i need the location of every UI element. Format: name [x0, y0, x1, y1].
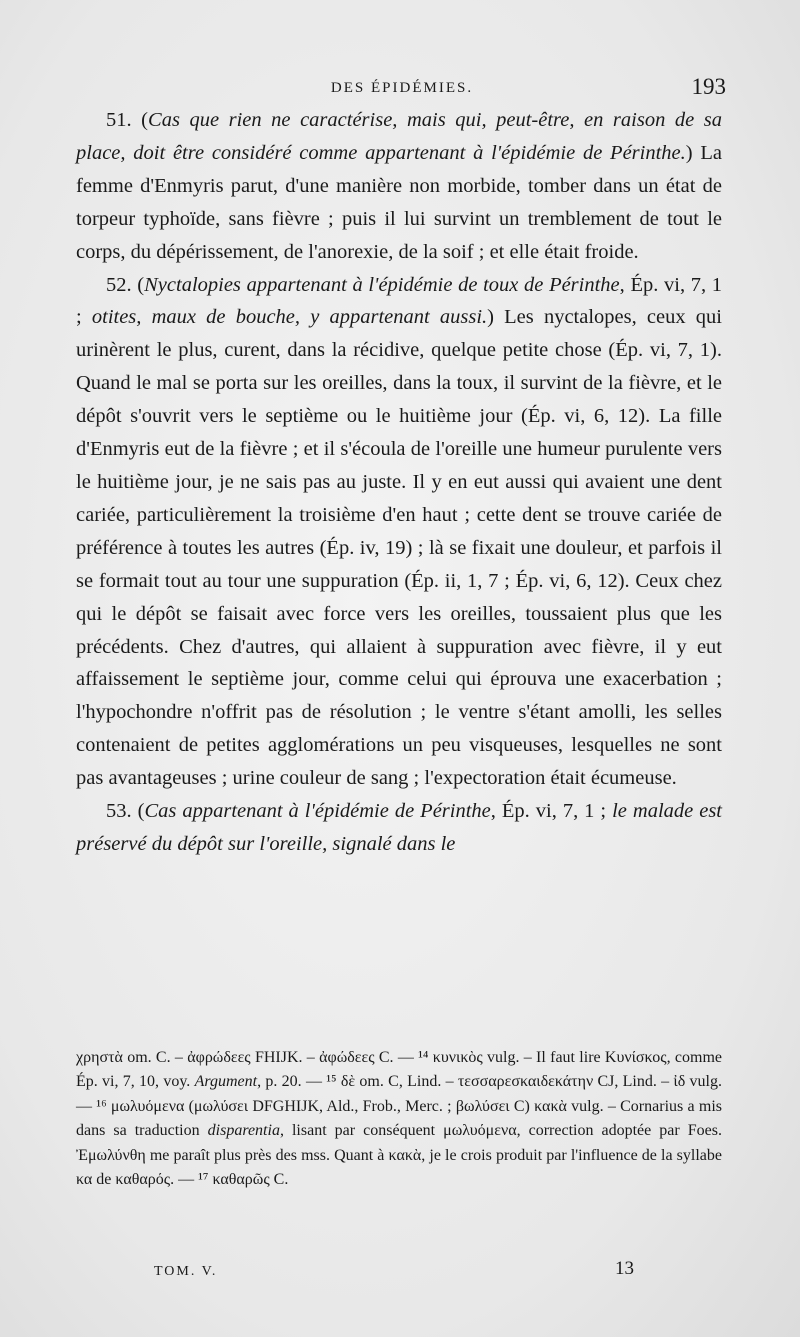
page-number: 193 — [691, 74, 726, 99]
footnotes — [76, 1046, 722, 1192]
paragraph-51-text: ) La femme d'Enmyris parut, d'une manière non morbide, tomber dans un état de torpeur typhoïde, sans fièvre ; puis il lui survint un tremblement de tout le corps, du dépérissement, de l'anorexie, de la soif ; et elle était froide. — [76, 141, 722, 263]
signature-mark: 13 — [615, 1258, 634, 1279]
running-title: DES ÉPIDÉMIES. — [330, 80, 474, 96]
paragraph-51-number: 51. ( — [106, 109, 149, 131]
paragraph-53-reference: , Ép. vi, 7, 1 ; — [490, 800, 613, 823]
paragraph-52-number: 52. ( — [106, 273, 145, 296]
volume-label: TOM. V. — [154, 1264, 218, 1279]
paragraph-53-heading-part2: le malade est préservé du dépôt sur l'oreille, signalé dans le — [76, 800, 722, 855]
footnote-part-1: χρηστὰ om. C. – ἀφρώδεες FHIJK. – ἀφώδεες C. — ¹⁴ κυνικὸς vulg. – Il faut lire Κυνίσκος, comme Ép. vi, 7, 10, voy. — [76, 1049, 722, 1091]
footnote-italic-2: disparentia — [207, 1122, 280, 1140]
paragraph-52-text: ) Les nyctalopes, ceux qui urinèrent le plus, curent, dans la récidive, quelque petite chose (Ép. vi, 7, 1). Quand le mal se porta sur les oreilles, dans la toux, il survint de la fièvre, et le dépôt s'ouvrit vers le septième ou le huitième jour (Ép. vi, 6, 12). La fille d'Enmyris eut de la fièvre ; et il s'écoula de l'oreille une humeur purulente vers le huitième jour, je ne sais pas au juste. Il y en eut aussi qui avaient une dent cariée, particulièrement la troisième d'en haut ; cette dent se trouve cariée de préférence à toutes les autres (Ép. iv, 19) ; là se fixait une douleur, et parfois il se formait tout au tour une suppuration (Ép. ii, 1, 7 ; Ép. vi, 6, 12). Ceux chez qui le dépôt se faisait avec force vers les oreilles, toussaient plus que les précédents. Chez d'autres, qui allaient à suppuration avec fièvre, il y eut affaissement le septième jour, comme celui qui éprouva une exacerbation ; l'hypochondre n'offrit pas de résolution ; le ventre s'étant amolli, les selles contenaient de petites agglomérations un peu visqueuses, lesquelles ne sont pas avantageuses ; urine couleur de sang ; l'expectoration était écumeuse. — [76, 306, 722, 790]
paragraph-52-heading-part1: Nyctalopies appartenant à l'épidémie de toux de Périnthe — [144, 273, 620, 296]
paragraph-53-number: 53. ( — [106, 800, 145, 823]
footnote-part-3: , lisant par conséquent μωλυόμενα, correction adoptée par Foes. Ἐμωλύνθη me paraît plus près des mss. Quant à κακὰ, je le crois produit par l'influence de la syllabe κα de καθαρός. — ¹⁷ καθαρῶς C. — [76, 1122, 722, 1189]
paragraph-52-heading-part2: otites, maux de bouche, y appartenant aussi. — [91, 306, 488, 329]
paragraph-53-heading-part1: Cas appartenant à l'épidémie de Périnthe — [144, 800, 491, 823]
footnote-part-2: , p. 20. — ¹⁵ δὲ om. C, Lind. – τεσσαρεσκαιδεκάτην CJ, Lind. – ἰδ vulg. — ¹⁶ μωλυόμενα (μωλύσει DFGHIJK, Ald., Frob., Merc. ; βωλύσει C) κακὰ vulg. – Cornarius a mis dans sa traduction — [76, 1073, 723, 1140]
paragraph-51 — [76, 104, 722, 269]
paragraph-52 — [76, 269, 722, 796]
main-text — [76, 104, 722, 861]
paragraph-53 — [76, 795, 722, 861]
paragraph-51-heading: Cas que rien ne caractérise, mais qui, peut-être, en raison de sa place, doit être considéré comme appartenant à l'épidémie de Périnthe. — [76, 109, 723, 164]
footnote-italic-1: Argument — [194, 1073, 258, 1091]
footnote-block — [76, 1046, 722, 1192]
paragraph-52-reference: , Ép. vi, 7, 1 ; — [76, 273, 723, 329]
page-footer — [154, 1258, 634, 1288]
